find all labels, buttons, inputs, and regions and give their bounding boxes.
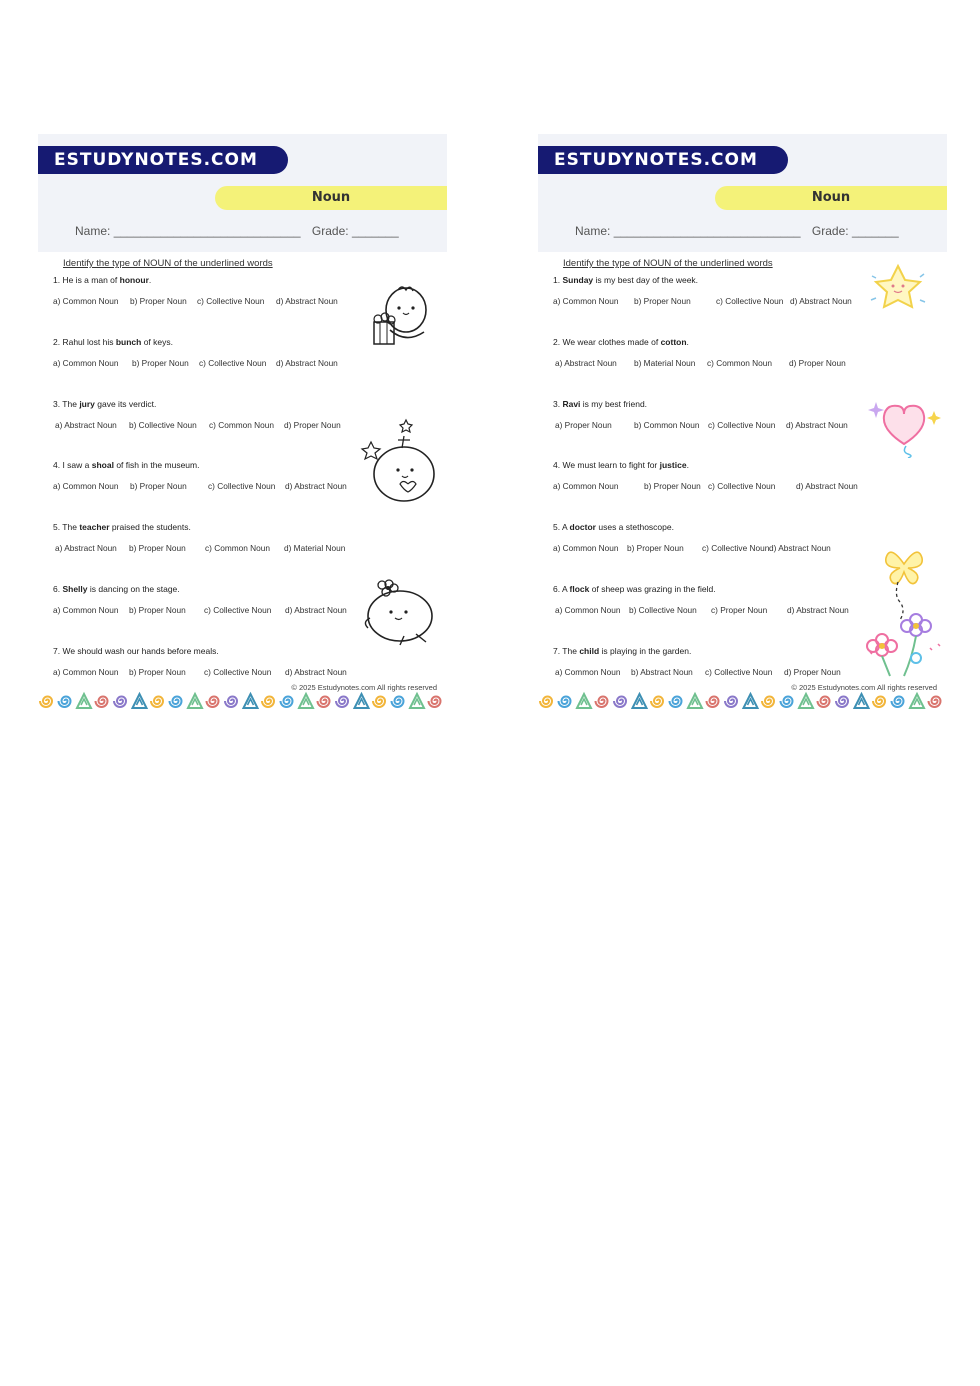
answer-option[interactable]: c) Collective Noun bbox=[708, 419, 776, 430]
question-text bbox=[53, 522, 191, 532]
question-text bbox=[553, 460, 689, 470]
chick-with-flower-icon bbox=[356, 578, 440, 646]
instruction-text: Identify the type of NOUN of the underlined words bbox=[563, 258, 773, 269]
question-suffix: . bbox=[686, 336, 689, 347]
target-noun: justice bbox=[659, 460, 687, 471]
answer-option[interactable]: a) Abstract Noun bbox=[55, 543, 117, 554]
answer-option[interactable]: c) Collective Noun bbox=[199, 357, 267, 368]
answer-option[interactable]: b) Common Noun bbox=[634, 419, 700, 430]
answer-option[interactable]: b) Material Noun bbox=[634, 357, 696, 368]
answer-option[interactable]: d) Abstract Noun bbox=[285, 666, 347, 677]
answer-option[interactable]: b) Proper Noun bbox=[634, 296, 691, 306]
question-text bbox=[53, 337, 173, 347]
answer-option[interactable]: c) Common Noun bbox=[209, 419, 275, 430]
brand-banner: ESTUDYNOTES.COM bbox=[38, 146, 288, 174]
target-noun: bunch bbox=[115, 336, 142, 347]
question-text bbox=[53, 275, 151, 285]
answer-option[interactable]: a) Abstract Noun bbox=[55, 419, 117, 430]
answer-option[interactable]: a) Proper Noun bbox=[555, 419, 612, 430]
question-suffix: uses a stethoscope. bbox=[596, 522, 674, 533]
answer-option[interactable]: d) Proper Noun bbox=[784, 666, 841, 677]
worksheet-left bbox=[38, 134, 447, 712]
question-prefix: 2. Rahul lost his bbox=[53, 336, 116, 347]
target-noun: teacher bbox=[79, 522, 110, 533]
answer-option[interactable]: c) Common Noun bbox=[707, 357, 773, 368]
question-prefix: 6. A bbox=[553, 584, 570, 594]
answer-option[interactable]: d) Abstract Noun bbox=[769, 543, 831, 554]
grade-line[interactable]: _______ bbox=[851, 224, 899, 238]
question-suffix: of keys. bbox=[141, 336, 173, 347]
target-noun: child bbox=[579, 645, 600, 656]
target-noun: flock bbox=[569, 584, 590, 594]
copyright-notice: © 2025 Estudynotes.com All rights reserved bbox=[291, 683, 437, 692]
answer-option[interactable]: b) Collective Noun bbox=[629, 605, 697, 615]
brand-banner: ESTUDYNOTES.COM bbox=[538, 146, 788, 174]
answer-option[interactable]: d) Abstract Noun bbox=[790, 296, 852, 306]
grade-line[interactable]: _______ bbox=[351, 224, 399, 238]
answer-option[interactable]: b) Proper Noun bbox=[129, 666, 186, 677]
answer-option[interactable]: b) Proper Noun bbox=[130, 296, 187, 306]
answer-option[interactable]: c) Proper Noun bbox=[711, 605, 768, 615]
answer-option[interactable]: a) Common Noun bbox=[553, 481, 619, 492]
target-noun: honour bbox=[119, 275, 149, 285]
question-prefix: 2. We wear clothes made of bbox=[553, 336, 661, 347]
target-noun: cotton bbox=[660, 336, 687, 347]
answer-option[interactable]: a) Common Noun bbox=[553, 296, 619, 306]
answer-option[interactable]: c) Common Noun bbox=[205, 543, 271, 554]
answer-option[interactable]: c) Collective Noun bbox=[204, 666, 272, 677]
question-text bbox=[553, 399, 647, 409]
answer-option[interactable]: b) Collective Noun bbox=[129, 419, 197, 430]
answer-option[interactable]: a) Common Noun bbox=[53, 605, 119, 615]
topic-banner: Noun bbox=[215, 186, 447, 210]
answer-option[interactable]: c) Collective Noun bbox=[705, 666, 773, 677]
question-prefix: 5. A bbox=[553, 522, 570, 533]
topic-banner: Noun bbox=[715, 186, 947, 210]
worksheet-right bbox=[538, 134, 947, 712]
question-prefix: 3. bbox=[553, 398, 563, 409]
name-line[interactable]: ____________________________ bbox=[613, 224, 801, 238]
spiral-border-icon bbox=[38, 691, 447, 711]
answer-option[interactable]: d) Abstract Noun bbox=[787, 605, 849, 615]
student-fields bbox=[575, 224, 899, 238]
grade-label: Grade: bbox=[311, 224, 349, 238]
question-suffix: praised the students. bbox=[109, 522, 191, 533]
answer-option[interactable]: b) Abstract Noun bbox=[631, 666, 693, 677]
answer-option[interactable]: b) Proper Noun bbox=[130, 481, 187, 492]
question-text bbox=[53, 584, 180, 594]
target-noun: Sunday bbox=[562, 275, 594, 285]
question-prefix: 7. We should wash our hands before meals. bbox=[53, 645, 219, 656]
answer-option[interactable]: b) Proper Noun bbox=[132, 357, 189, 368]
question-suffix: is my best day of the week. bbox=[593, 275, 699, 285]
worksheet-header bbox=[38, 134, 447, 252]
answer-option[interactable]: c) Collective Noun bbox=[702, 543, 770, 554]
answer-option[interactable]: c) Collective Noun bbox=[716, 296, 784, 306]
target-noun: jury bbox=[79, 398, 95, 409]
question-prefix: 6. bbox=[53, 584, 63, 594]
question-suffix: of sheep was grazing in the field. bbox=[589, 584, 716, 594]
question-suffix: is playing in the garden. bbox=[599, 645, 692, 656]
answer-option[interactable]: a) Common Noun bbox=[53, 357, 119, 368]
answer-option[interactable]: a) Common Noun bbox=[53, 481, 119, 492]
chick-with-stars-icon bbox=[358, 418, 442, 506]
question-prefix: 7. The bbox=[553, 645, 580, 656]
worksheet-header bbox=[538, 134, 947, 252]
answer-option[interactable]: d) Abstract Noun bbox=[276, 357, 338, 368]
spiral-border-icon bbox=[538, 691, 947, 711]
answer-option[interactable]: d) Abstract Noun bbox=[285, 605, 347, 615]
question-prefix: 1. He is a man of bbox=[53, 275, 120, 285]
answer-option[interactable]: c) Collective Noun bbox=[708, 481, 776, 492]
star-face-icon bbox=[868, 260, 928, 316]
question-prefix: 5. The bbox=[53, 522, 80, 533]
answer-option[interactable]: d) Material Noun bbox=[284, 543, 346, 554]
question-text bbox=[553, 522, 674, 532]
answer-option[interactable]: a) Common Noun bbox=[53, 666, 119, 677]
question-suffix: is dancing on the stage. bbox=[87, 584, 180, 594]
answer-option[interactable]: b) Proper Noun bbox=[644, 481, 701, 492]
grade-label: Grade: bbox=[811, 224, 849, 238]
question-suffix: of fish in the museum. bbox=[113, 460, 200, 471]
question-suffix: . bbox=[148, 275, 152, 285]
target-noun: shoal bbox=[91, 460, 114, 471]
question-prefix: 1. bbox=[553, 275, 563, 285]
student-fields bbox=[75, 224, 399, 238]
question-text bbox=[553, 337, 689, 347]
name-label: Name: bbox=[575, 224, 611, 238]
answer-option[interactable]: a) Common Noun bbox=[555, 605, 621, 615]
answer-option[interactable]: b) Proper Noun bbox=[129, 605, 186, 615]
question-text bbox=[553, 275, 698, 285]
answer-option[interactable]: d) Abstract Noun bbox=[276, 296, 338, 306]
instruction-text: Identify the type of NOUN of the underlined words bbox=[63, 258, 273, 269]
answer-option[interactable]: d) Proper Noun bbox=[284, 419, 341, 430]
chick-with-popcorn-icon bbox=[368, 280, 438, 350]
answer-option[interactable]: a) Common Noun bbox=[53, 296, 119, 306]
question-text bbox=[53, 399, 156, 409]
answer-option[interactable]: d) Proper Noun bbox=[789, 357, 846, 368]
answer-option[interactable]: b) Proper Noun bbox=[129, 543, 186, 554]
answer-option[interactable]: d) Abstract Noun bbox=[285, 481, 347, 492]
answer-option[interactable]: a) Common Noun bbox=[553, 543, 619, 554]
name-label: Name: bbox=[75, 224, 111, 238]
target-noun: doctor bbox=[569, 522, 596, 533]
question-text bbox=[53, 646, 219, 656]
answer-option[interactable]: c) Collective Noun bbox=[208, 481, 276, 492]
question-text bbox=[553, 646, 691, 656]
butterfly-flowers-icon bbox=[854, 540, 944, 680]
question-text bbox=[53, 460, 199, 470]
target-noun: Shelly bbox=[62, 584, 88, 594]
question-prefix: 3. The bbox=[53, 398, 80, 409]
answer-option[interactable]: c) Collective Noun bbox=[204, 605, 272, 615]
name-line[interactable]: ____________________________ bbox=[113, 224, 301, 238]
copyright-notice: © 2025 Estudynotes.com All rights reserved bbox=[791, 683, 937, 692]
question-suffix: . bbox=[686, 460, 689, 471]
question-text bbox=[553, 584, 716, 594]
question-suffix: gave its verdict. bbox=[94, 398, 157, 409]
question-prefix: 4. We must learn to fight for bbox=[553, 460, 660, 471]
answer-option[interactable]: d) Abstract Noun bbox=[786, 419, 848, 430]
answer-option[interactable]: d) Abstract Noun bbox=[796, 481, 858, 492]
answer-option[interactable]: b) Proper Noun bbox=[627, 543, 684, 554]
answer-option[interactable]: c) Collective Noun bbox=[197, 296, 265, 306]
answer-option[interactable]: a) Common Noun bbox=[555, 666, 621, 677]
question-suffix: is my best friend. bbox=[580, 398, 648, 409]
answer-option[interactable]: a) Abstract Noun bbox=[555, 357, 617, 368]
heart-sparkle-icon bbox=[866, 396, 942, 458]
target-noun: Ravi bbox=[562, 398, 581, 409]
question-prefix: 4. I saw a bbox=[53, 460, 92, 471]
